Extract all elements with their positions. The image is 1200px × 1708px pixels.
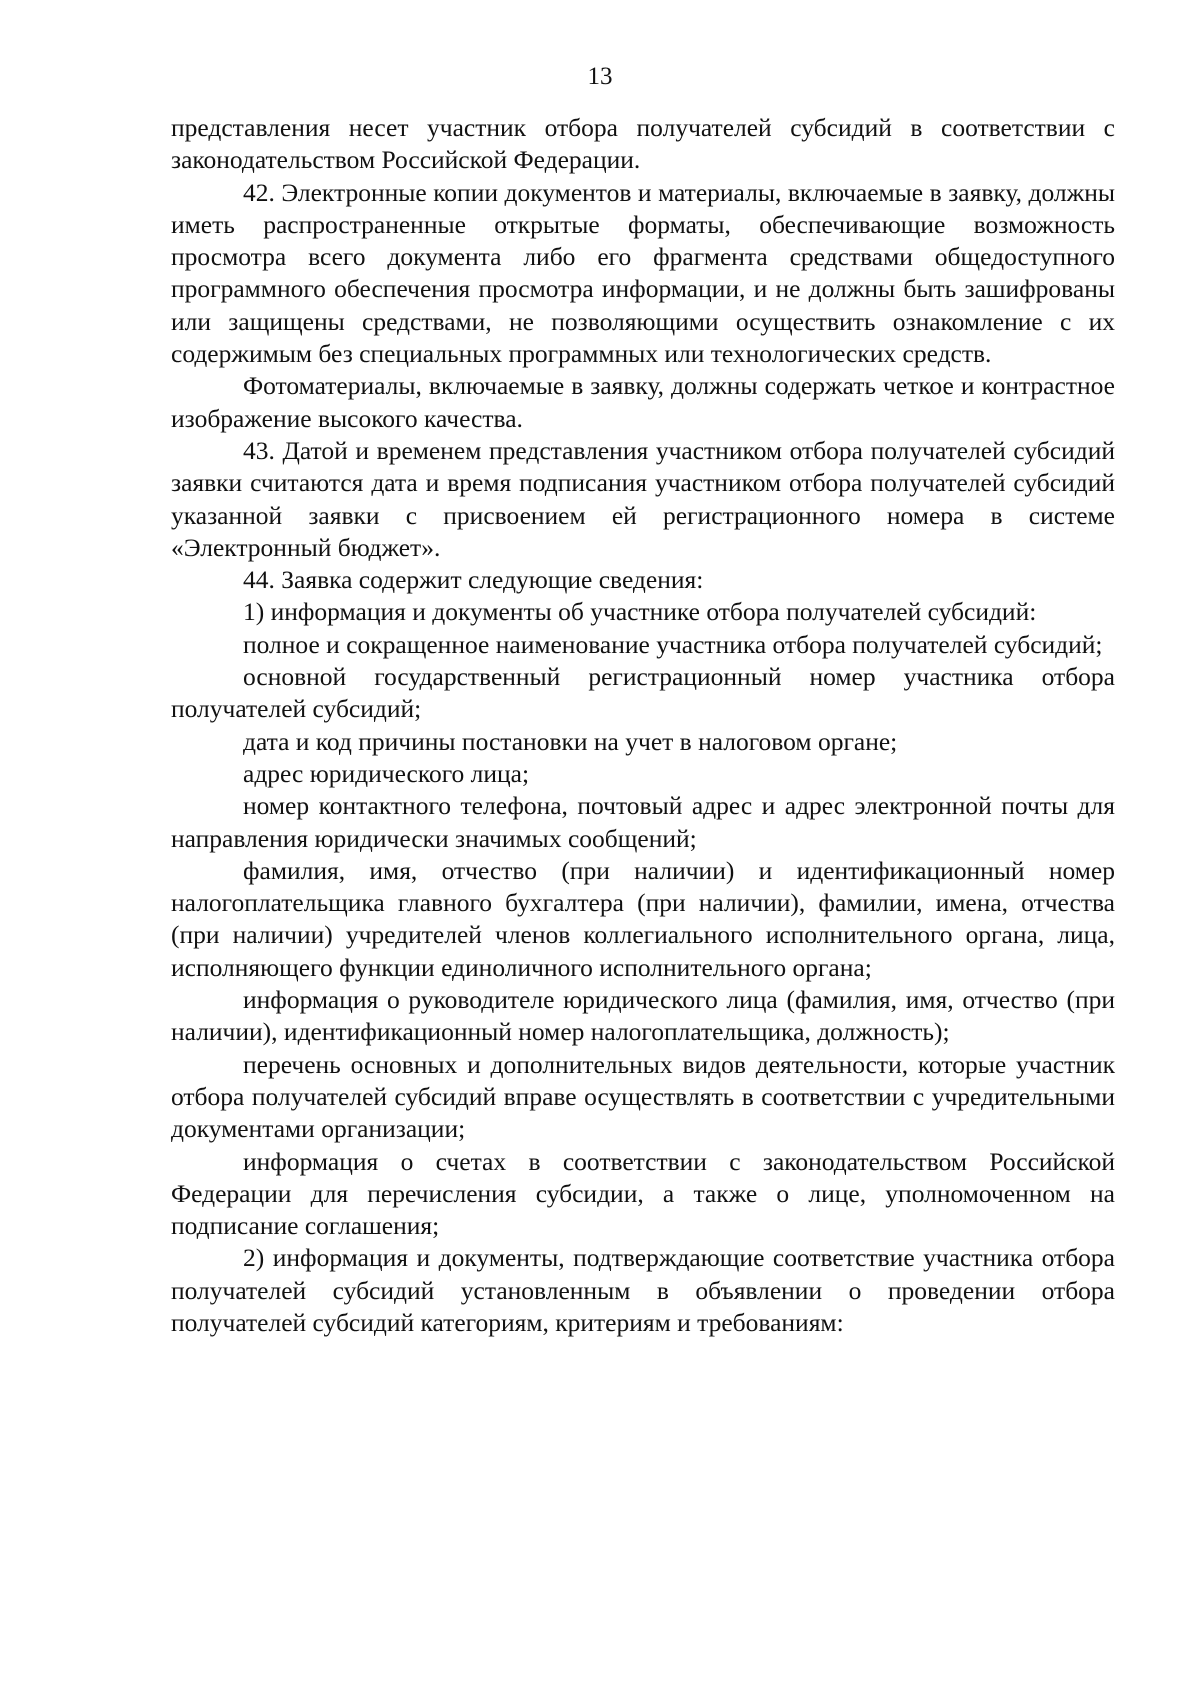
paragraph-accountant-founders: фамилия, имя, отчество (при наличии) и идентификационный номер налогоплательщика главного бухгалтера (при наличии), фамилии, имена, отчества (при наличии) учредителей членов коллегиального исполнительного органа, лица, исполняющего функции единоличного исполнительного органа; <box>171 855 1115 982</box>
paragraph-head-info: информация о руководителе юридического лица (фамилия, имя, отчество (при наличии), идентификационный номер налогоплательщика, должность); <box>171 985 1115 1047</box>
paragraph-item-42: 42. Электронные копии документов и материалы, включаемые в заявку, должны иметь распространенные открытые форматы, обеспечивающие возможность просмотра всего документа либо его фрагмента средствами общедоступного программного обеспечения просмотра информации, и не должны быть зашифрованы или защищены средствами, не позволяющими осуществить ознакомление с их содержимым без специальных программных или технологических средств. <box>171 177 1115 369</box>
paragraph-subitem-1: 1) информация и документы об участнике отбора получателей субсидий: <box>243 597 1037 627</box>
paragraph-item-44: 44. Заявка содержит следующие сведения: <box>243 565 704 595</box>
paragraph-continuation: представления несет участник отбора получателей субсидий в соответствии с законодательством Российской Федерации. <box>171 113 1115 175</box>
paragraph-activities: перечень основных и дополнительных видов деятельности, которые участник отбора получателей субсидий вправе осуществлять в соответствии с учредительными документами организации; <box>171 1049 1115 1144</box>
paragraph-full-name: полное и сокращенное наименование участника отбора получателей субсидий; <box>243 629 1103 659</box>
paragraph-item-43: 43. Датой и временем представления участником отбора получателей субсидий заявки считаются дата и время подписания участником отбора получателей субсидий указанной заявки с присвоением ей регистрационного номера в системе «Электронный бюджет». <box>171 435 1115 562</box>
paragraph-accounts: информация о счетах в соответствии с законодательством Российской Федерации для перечисления субсидии, а также о лице, уполномоченном на подписание соглашения; <box>171 1146 1115 1241</box>
page-number: 13 <box>587 63 613 90</box>
paragraph-subitem-2: 2) информация и документы, подтверждающие соответствие участника отбора получателей субсидий установленным в объявлении о проведении отбора получателей субсидий категориям, критериям и требованиям: <box>171 1243 1115 1337</box>
paragraph-contacts: номер контактного телефона, почтовый адрес и адрес электронной почты для направления юридически значимых сообщений; <box>171 791 1115 853</box>
paragraph-legal-address: адрес юридического лица; <box>243 758 530 788</box>
paragraph-ogrn: основной государственный регистрационный номер участника отбора получателей субсидий; <box>171 662 1115 724</box>
document-body <box>171 112 1115 1339</box>
paragraph-tax-registration: дата и код причины постановки на учет в налоговом органе; <box>243 726 898 756</box>
paragraph-photo-materials: Фотоматериалы, включаемые в заявку, должны содержать четкое и контрастное изображение высокого качества. <box>171 371 1115 433</box>
